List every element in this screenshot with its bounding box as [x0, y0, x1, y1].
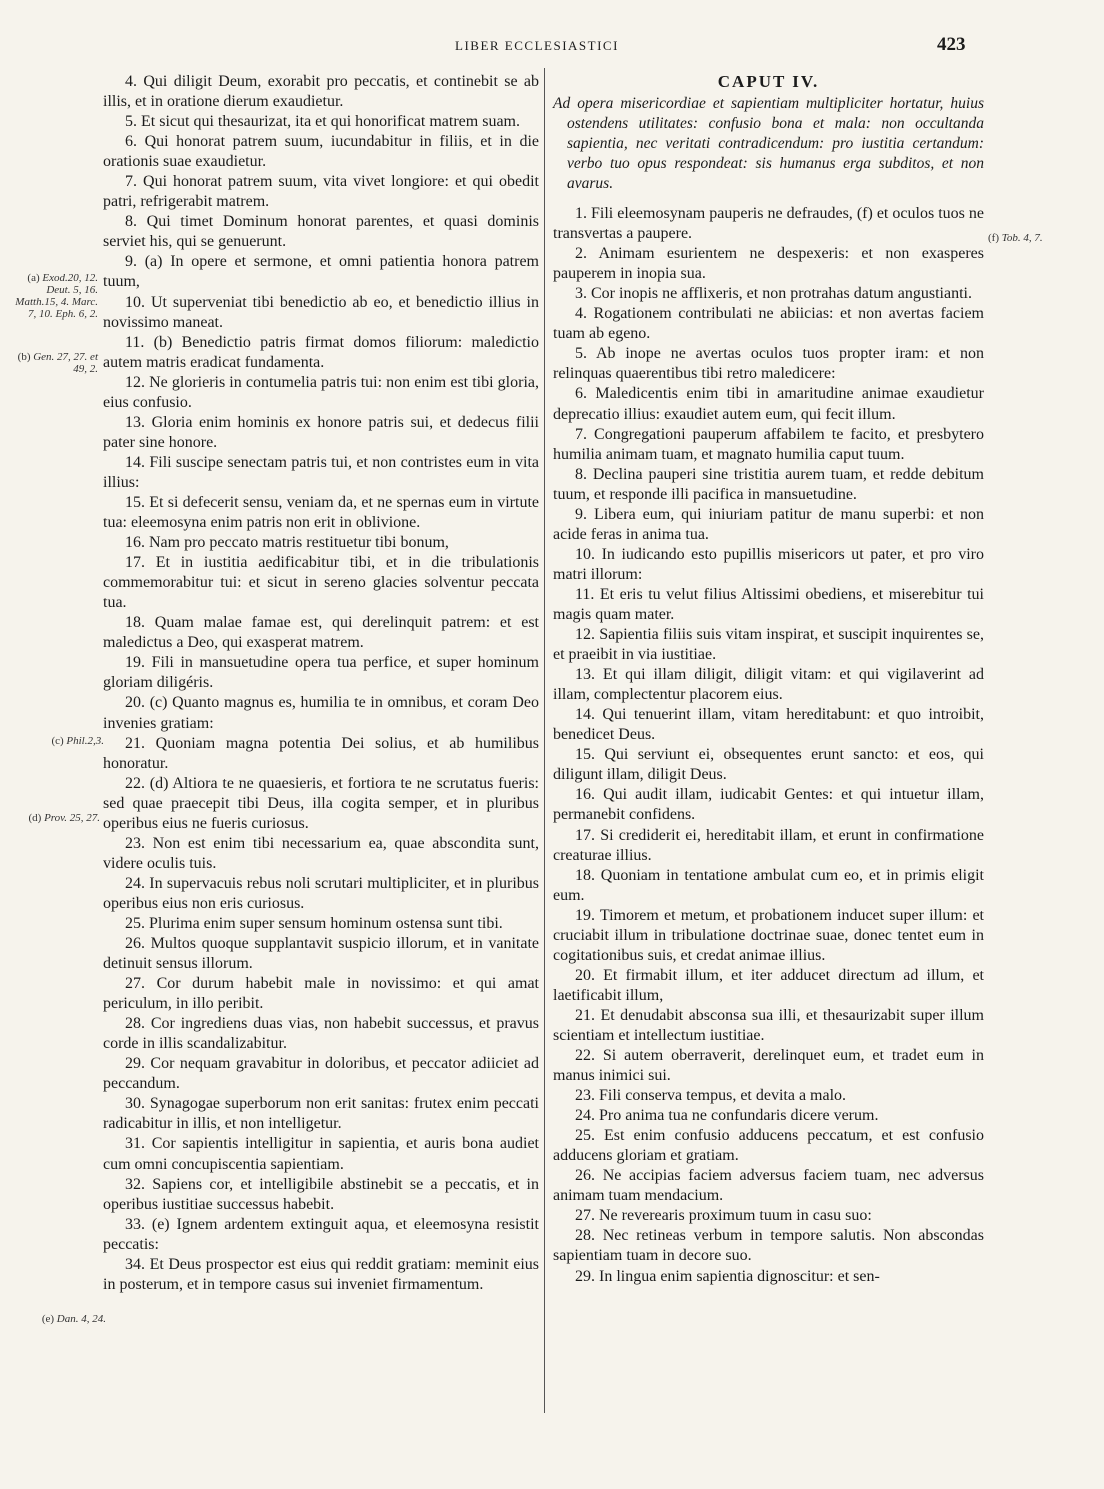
note-reference: Phil.2,3.	[66, 735, 104, 747]
note-reference: Prov. 25, 27.	[44, 812, 100, 824]
verse: 20. (c) Quanto magnus es, humilia te in omnibus, et coram Deo invenies gratiam:	[103, 694, 539, 732]
verse: 27. Cor durum habebit male in novissimo: et qui amat periculum, in illo peribit.	[103, 975, 539, 1013]
verse: 12. Ne glorieris in contumelia patris tui: non enim est tibi gloria, eius confusio.	[103, 373, 539, 411]
margin-note	[988, 232, 1098, 244]
verse: 14. Qui tenuerint illam, vitam hereditabunt: et quo introibit, benedicet Deus.	[553, 706, 984, 744]
verse: 10. Ut superveniat tibi benedictio ab eo, et benedictio illius in novissimo maneat.	[103, 293, 539, 331]
verse: 4. Qui diligit Deum, exorabit pro peccatis, et continebit se ab illis, et in oratione dierum exaudietur.	[103, 73, 539, 111]
verse: 15. Et si defecerit sensu, veniam da, et ne spernas eum in virtute tua: eleemosyna enim patris non erit in oblivione.	[103, 493, 539, 532]
verse: 7. Congregationi pauperum affabilem te facito, et presbytero humilia animam tuam, et magnato humilia caput tuum.	[553, 425, 984, 463]
verse: 13. Et qui illam diligit, diligit vitam: et qui vigilaverint ad illam, complectentur placorem eius.	[553, 666, 984, 704]
note-label: (c)	[51, 735, 64, 747]
verse: 33. (e) Ignem ardentem extinguit aqua, et eleemosyna resistit peccatis:	[103, 1215, 539, 1253]
verse: 19. Timorem et metum, et probationem inducet super illum: et cruciabit illum in tribulatione doctrinae suae, donec tentet eum in cogitationibus suis, et credat animae illius.	[553, 906, 984, 964]
verse: 27. Ne reverearis proximum tuum in casu suo:	[575, 1207, 872, 1225]
note-label: (b)	[17, 351, 31, 363]
verse: 29. In lingua enim sapientia dignoscitur: et sen-	[575, 1267, 880, 1285]
left-column	[103, 72, 539, 1295]
verse: 16. Qui audit illam, iudicabit Gentes: et qui intuetur illam, permanebit confidens.	[553, 786, 984, 824]
verse: 30. Synagogae superborum non erit sanitas: frutex enim peccati radicabitur in illis, et non intelligetur.	[103, 1095, 539, 1133]
verse: 8. Declina pauperi sine tristitia aurem tuam, et redde debitum tuum, et responde illi pacifica in mansuetudine.	[553, 465, 984, 503]
verse: 34. Et Deus prospector est eius qui reddit gratiam: meminit eius in posterum, et in tempore casus sui inveniet firmamentum.	[103, 1255, 539, 1293]
verse: 22. (d) Altiora te ne quaesieris, et fortiora te ne scrutatus fueris: sed quae praecepit tibi Deus, illa cogita semper, et in pluribus operibus eius ne fueris curiosus.	[103, 774, 539, 832]
verse: 26. Ne accipias faciem adversus faciem tuam, nec adversus animam tuam mendacium.	[553, 1167, 984, 1205]
page-number: 423	[937, 34, 966, 55]
verse: 31. Cor sapientis intelligitur in sapientia, et auris bona audiet cum omni concupiscentia sapientiam.	[103, 1135, 539, 1173]
verse: 25. Est enim confusio adducens peccatum, et est confusio adducens gloriam et gratiam.	[553, 1127, 984, 1165]
note-label: (a)	[27, 272, 40, 284]
verse: 14. Fili suscipe senectam patris tui, et non contristes eum in vita illius:	[103, 453, 539, 491]
margin-note	[14, 735, 104, 747]
verse: 16. Nam pro peccato matris restituetur tibi bonum,	[125, 534, 449, 552]
column-divider	[544, 68, 545, 1413]
verse: 21. Quoniam magna potentia Dei solius, et ab humilibus honoratur.	[103, 734, 539, 772]
verse: 28. Cor ingrediens duas vias, non habebit successus, et pravus corde in illis scandalizabitur.	[103, 1015, 539, 1053]
verse: 1. Fili eleemosynam pauperis ne defraudes, (f) et oculos tuos ne transvertas a paupere.	[553, 205, 984, 243]
verse: 25. Plurima enim super sensum hominum ostensa sunt tibi.	[125, 914, 503, 932]
running-title: LIBER ECCLESIASTICI	[455, 38, 619, 53]
verse: 3. Cor inopis ne afflixeris, et non protrahas datum angustianti.	[575, 285, 972, 303]
verse: 9. Libera eum, qui iniuriam patitur de manu superbi: et non acide feras in anima tua.	[553, 505, 984, 543]
chapter-summary: Ad opera misericordiae et sapientiam multipliciter hortatur, huius ostendens utilitates: confusio bona et mala: non occultanda sapientia, nec veritati contradicendum: pro iustitia certandum: verbo tuo opus respondeat: sis humanus erga subditos, et non avarus.	[553, 95, 984, 193]
note-reference: Tob. 4, 7.	[1001, 232, 1043, 244]
verse: 6. Qui honorat patrem suum, iucundabitur in filiis, et in die orationis suae exaudietur.	[103, 133, 539, 171]
verse: 8. Qui timet Dominum honorat parentes, et quasi dominis serviet his, qui se genuerunt.	[103, 213, 539, 251]
verse: 17. Si crediderit ei, hereditabit illam, et erunt in confirmatione creaturae illius.	[553, 826, 984, 864]
margin-note	[14, 1313, 106, 1325]
verse: 20. Et firmabit illum, et iter adducet directum ad illum, et laetificabit illum,	[553, 966, 984, 1004]
verse: 11. Et eris tu velut filius Altissimi obediens, et miserebitur tui magis quam mater.	[553, 585, 984, 623]
verse: 15. Qui serviunt ei, obsequentes erunt sancto: et eos, qui diligunt illam, diligit Deus.	[553, 746, 984, 784]
margin-note	[14, 351, 98, 375]
verse: 2. Animam esurientem ne despexeris: et non exasperes pauperem in inopia sua.	[553, 245, 984, 283]
verse: 19. Fili in mansuetudine opera tua perfice, et super hominum gloriam diligéris.	[103, 654, 539, 692]
verse: 21. Et denudabit absconsa sua illi, et thesaurizabit super illum scientiam et intellectum iustitiae.	[553, 1006, 984, 1044]
verse: 13. Gloria enim hominis ex honore patris sui, et dedecus filii pater sine honore.	[103, 413, 539, 451]
verse: 24. In supervacuis rebus noli scrutari multipliciter, et in pluribus operibus eius non eris curiosus.	[103, 874, 539, 912]
verse: 4. Rogationem contribulati ne abiicias: et non avertas faciem tuam ab egeno.	[553, 305, 984, 343]
verse: 22. Si autem oberraverit, derelinquet eum, et tradet eum in manus inimici sui.	[553, 1047, 984, 1085]
verse: 7. Qui honorat patrem suum, vita vivet longiore: et qui obedit patri, refrigerabit matrem.	[103, 173, 539, 211]
verse: 28. Nec retineas verbum in tempore salutis. Non abscondas sapientiam tuam in decore suo.	[553, 1227, 984, 1265]
note-reference: Gen. 27, 27. et 49, 2.	[33, 351, 98, 375]
verse: 6. Maledicentis enim tibi in amaritudine animae exaudietur deprecatio illius: exaudiet autem eum, qui fecit illum.	[553, 385, 984, 423]
verse: 26. Multos quoque supplantavit suspicio illorum, et in vanitate detinuit sensus illorum.	[103, 935, 539, 973]
verse: 24. Pro anima tua ne confundaris dicere verum.	[575, 1107, 879, 1125]
verse: 12. Sapientia filiis suis vitam inspirat, et suscipit inquirentes se, et praeibit in via iustitiae.	[553, 626, 984, 664]
right-column	[553, 72, 984, 1287]
verse: 17. Et in iustitia aedificabitur tibi, et in die tribulationis commemorabitur tui: et sicut in sereno glacies solventur peccata tua.	[103, 554, 539, 612]
note-label: (d)	[28, 812, 42, 824]
margin-note	[14, 812, 100, 824]
verse: 11. (b) Benedictio patris firmat domos filiorum: maledictio autem matris eradicat fundamenta.	[103, 333, 539, 371]
verse: 5. Et sicut qui thesaurizat, ita et qui honorificat matrem suam.	[125, 113, 520, 131]
note-reference: Dan. 4, 24.	[56, 1313, 106, 1325]
verse: 18. Quam malae famae est, qui derelinquit patrem: et est maledictus a Deo, qui exasperat matrem.	[103, 614, 539, 652]
verse: 29. Cor nequam gravabitur in doloribus, et peccator adiiciet ad peccandum.	[103, 1055, 539, 1093]
note-label: (e)	[41, 1313, 55, 1325]
verse: 23. Fili conserva tempus, et devita a malo.	[575, 1087, 847, 1105]
note-label: (f)	[988, 232, 999, 244]
verse: 10. In iudicando esto pupillis misericors ut pater, et pro viro matri illorum:	[553, 545, 984, 583]
verse: 32. Sapiens cor, et intelligibile abstinebit se a peccatis, et in operibus iustitiae successus habebit.	[103, 1175, 539, 1213]
note-reference: Exod.20, 12. Deut. 5, 16. Matth.15, 4. Marc. 7, 10. Eph. 6, 2.	[15, 272, 98, 320]
verse: 23. Non est enim tibi necessarium ea, quae abscondita sunt, videre oculis tuis.	[103, 834, 539, 872]
margin-note	[14, 272, 98, 320]
verse: 5. Ab inope ne avertas oculos tuos propter iram: et non relinquas quaerentibus tibi retro maledicere:	[553, 345, 984, 383]
verse: 9. (a) In opere et sermone, et omni patientia honora patrem tuum,	[103, 253, 539, 291]
verse: 18. Quoniam in tentatione ambulat cum eo, et in primis eligit eum.	[553, 866, 984, 904]
chapter-title: CAPUT IV.	[717, 72, 820, 91]
